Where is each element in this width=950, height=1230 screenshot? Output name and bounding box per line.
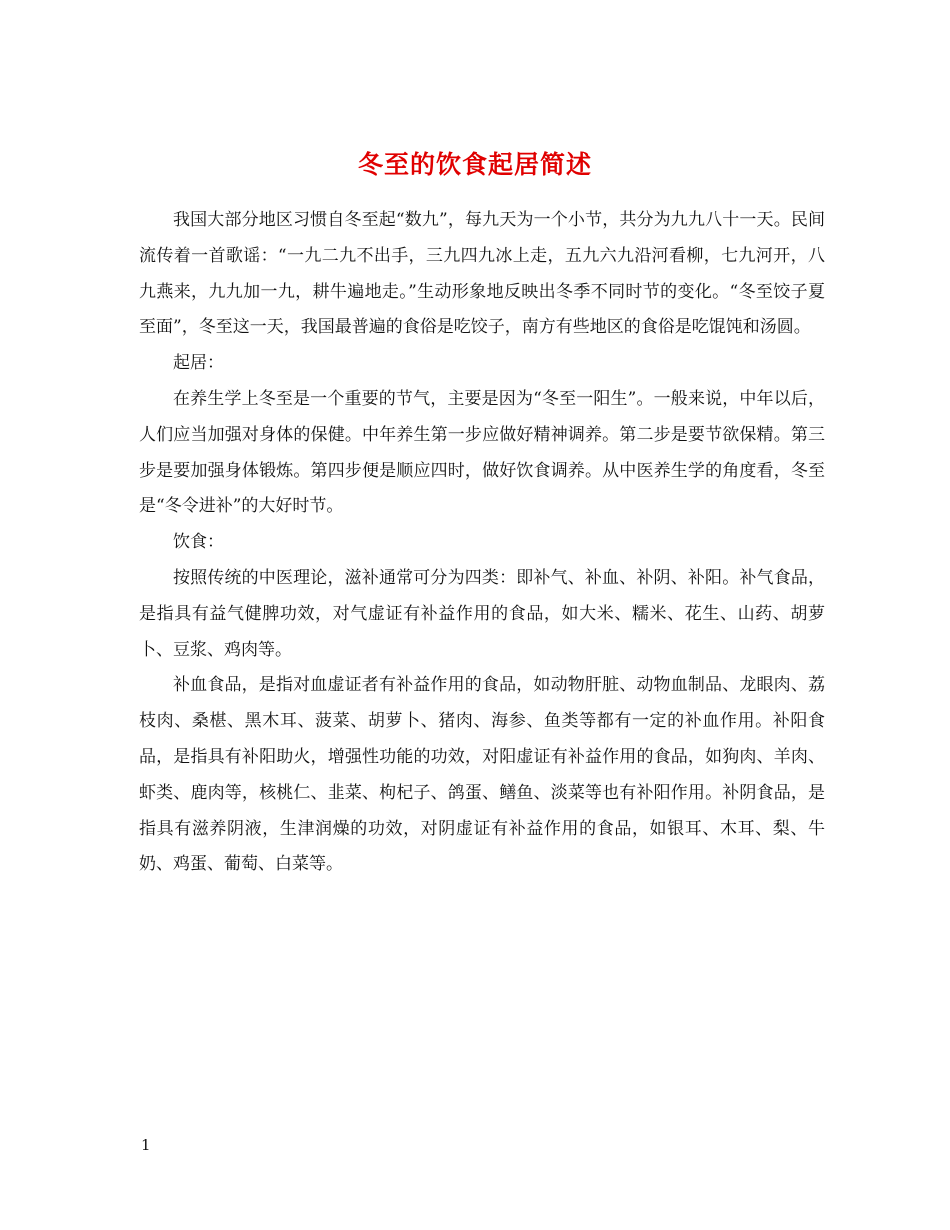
paragraph-buqi: 按照传统的中医理论，滋补通常可分为四类：即补气、补血、补阴、补阳。补气食品，是指具有益气健脾功效，对气虚证有补益作用的食品，如大米、糯米、花生、山药、胡萝卜、豆浆、鸡肉等。 [139, 567, 825, 660]
heading-qiju: 起居： [173, 353, 224, 374]
heading-yinshi: 饮食： [173, 532, 224, 553]
page-number: 1 [141, 1136, 151, 1154]
paragraph-buxue: 补血食品，是指对血虚证者有补益作用的食品，如动物肝脏、动物血制品、龙眼肉、荔枝肉、桑椹、黑木耳、菠菜、胡萝卜、猪肉、海参、鱼类等都有一定的补血作用。补阳食品，是指具有补阳助火，增强性功能的功效，对阳虚证有补益作用的食品，如狗肉、羊肉、虾类、鹿肉等，核桃仁、韭菜、枸杞子、鸽蛋、鳝鱼、淡菜等也有补阳作用。补阴食品，是指具有滋养阴液，生津润燥的功效，对阴虚证有补益作用的食品，如银耳、木耳、梨、牛奶、鸡蛋、葡萄、白菜等。 [139, 675, 825, 875]
document-title: 冬至的饮食起居简述 [357, 149, 592, 179]
paragraph-intro: 我国大部分地区习惯自冬至起“数九”，每九天为一个小节，共分为九九八十一天。民间流传着一首歌谣：“一九二九不出手，三九四九冰上走，五九六九沿河看柳，七九河开，八九燕来，九九加一九，耕牛遍地走。”生动形象地反映出冬季不同时节的变化。“冬至饺子夏至面”，冬至这一天，我国最普遍的食俗是吃饺子，南方有些地区的食俗是吃馄饨和汤圆。 [139, 210, 825, 338]
paragraph-qiju: 在养生学上冬至是一个重要的节气，主要是因为“冬至一阳生”。一般来说，中年以后，人们应当加强对身体的保健。中年养生第一步应做好精神调养。第二步是要节欲保精。第三步是要加强身体锻炼。第四步便是顺应四时，做好饮食调养。从中医养生学的角度看，冬至是“冬令进补”的大好时节。 [139, 388, 825, 517]
document-body [139, 203, 825, 883]
